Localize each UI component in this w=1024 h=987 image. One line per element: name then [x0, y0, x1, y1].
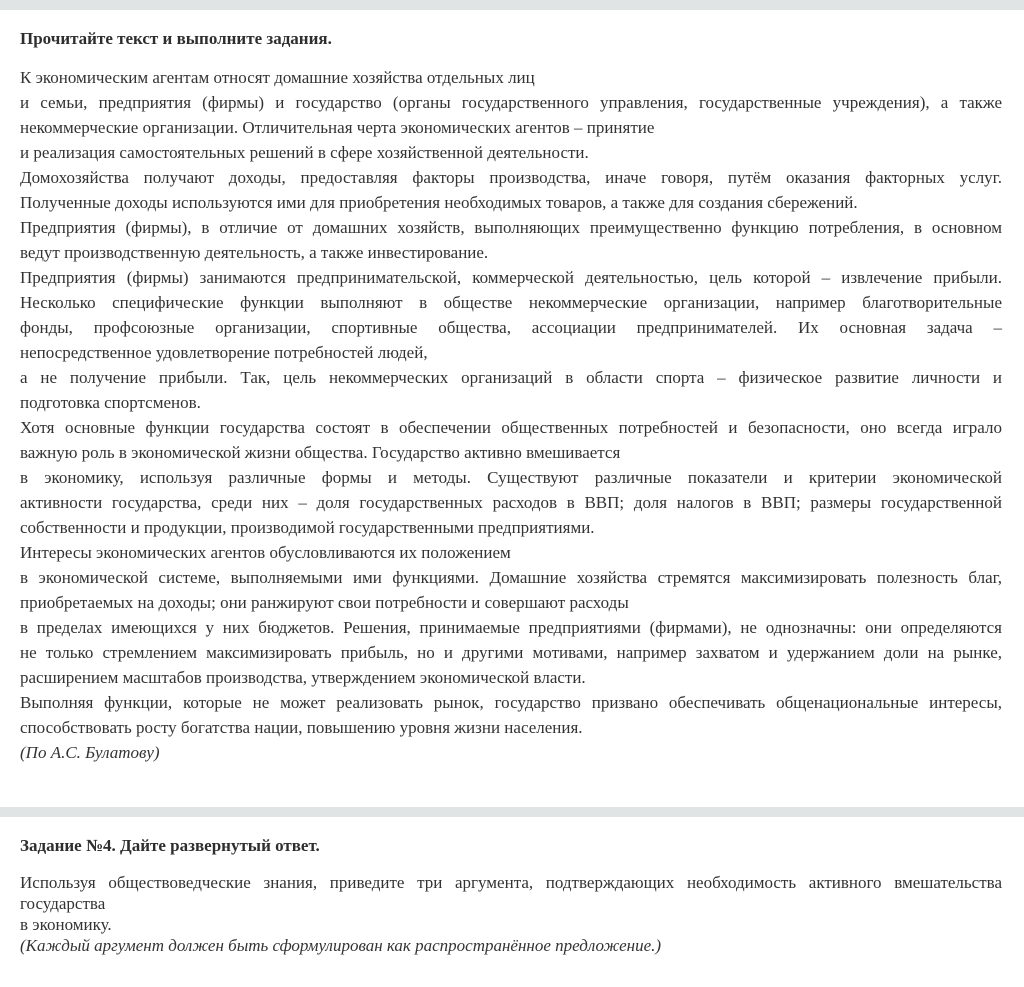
reading-line: некоммерческие организации. Отличительная черта экономических агентов – принятие	[20, 118, 655, 137]
task-section	[0, 817, 1024, 956]
task-note: (Каждый аргумент должен быть сформулирован как распространённое предложение.)	[20, 936, 662, 955]
reading-line: Предприятия (фирмы) занимаются предпринимательской, коммерческой деятельностью, цель которой – извлечение прибыли.	[20, 268, 1002, 287]
reading-line: ведут производственную деятельность, а также инвестирование.	[20, 243, 489, 262]
task-heading: Задание №4. Дайте развернутый ответ.	[20, 836, 320, 855]
task-line-1: Используя обществоведческие знания, приведите три аргумента, подтверждающих необходимость активного вмешательства	[20, 873, 1002, 892]
reading-heading: Прочитайте текст и выполните задания.	[20, 29, 332, 48]
reading-line: непосредственное удовлетворение потребностей людей,	[20, 343, 428, 362]
reading-line: Несколько специфические функции выполняют в обществе некоммерческие организации, например благотворительные	[20, 293, 1002, 312]
reading-line: Хотя основные функции государства состоят в обеспечении общественных потребностей и безопасности, оно всегда играло	[20, 418, 1002, 437]
reading-line: способствовать росту богатства нации, повышению уровня жизни населения.	[20, 718, 583, 737]
reading-line: приобретаемых на доходы; они ранжируют свои потребности и совершают расходы	[20, 593, 629, 612]
task-text	[20, 872, 1002, 956]
section-separator	[0, 807, 1024, 817]
reading-line: в экономику, используя различные формы и методы. Существуют различные показатели и критерии экономической	[20, 468, 1002, 487]
top-separator	[0, 0, 1024, 10]
reading-line: Предприятия (фирмы), в отличие от домашних хозяйств, выполняющих преимущественно функцию потребления, в основном	[20, 218, 1002, 237]
reading-line: и реализация самостоятельных решений в сфере хозяйственной деятельности.	[20, 143, 589, 162]
reading-line: в пределах имеющихся у них бюджетов. Решения, принимаемые предприятиями (фирмами), не однозначны: они определяются	[20, 618, 1002, 637]
reading-line: активности государства, среди них – доля государственных расходов в ВВП; доля налогов в ВВП; размеры государственной	[20, 493, 1002, 512]
reading-line: не только стремлением максимизировать прибыль, но и другими мотивами, например захватом и удержанием доли на рынке,	[20, 643, 1002, 662]
reading-text	[20, 65, 1002, 740]
reading-line: расширением масштабов производства, утверждением экономической власти.	[20, 668, 586, 687]
reading-line: Интересы экономических агентов обусловливаются их положением	[20, 543, 511, 562]
reading-line: собственности и продукции, производимой государственными предприятиями.	[20, 518, 595, 537]
reading-line: Полученные доходы используются ими для приобретения необходимых товаров, а также для создания сбережений.	[20, 193, 858, 212]
reading-line: а не получение прибыли. Так, цель некоммерческих организаций в области спорта – физическое развитие личности и	[20, 368, 1002, 387]
reading-line: и семьи, предприятия (фирмы) и государство (органы государственного управления, государственные учреждения), а также	[20, 93, 1002, 112]
reading-line: фонды, профсоюзные организации, спортивные общества, ассоциации предпринимателей. Их основная задача –	[20, 318, 1002, 337]
reading-section	[0, 10, 1024, 765]
reading-line: подготовка спортсменов.	[20, 393, 201, 412]
task-line-2: государства	[20, 894, 106, 913]
source-citation: (По А.С. Булатову)	[20, 743, 160, 762]
reading-line: Выполняя функции, которые не может реализовать рынок, государство призвано обеспечивать общенациональные интересы,	[20, 693, 1002, 712]
task-line-3: в экономику.	[20, 915, 112, 934]
reading-line: К экономическим агентам относят домашние хозяйства отдельных лиц	[20, 68, 535, 87]
reading-line: Домохозяйства получают доходы, предоставляя факторы производства, иначе говоря, путём оказания факторных услуг.	[20, 168, 1002, 187]
reading-line: важную роль в экономической жизни общества. Государство активно вмешивается	[20, 443, 621, 462]
reading-line: в экономической системе, выполняемыми ими функциями. Домашние хозяйства стремятся максимизировать полезность благ,	[20, 568, 1002, 587]
